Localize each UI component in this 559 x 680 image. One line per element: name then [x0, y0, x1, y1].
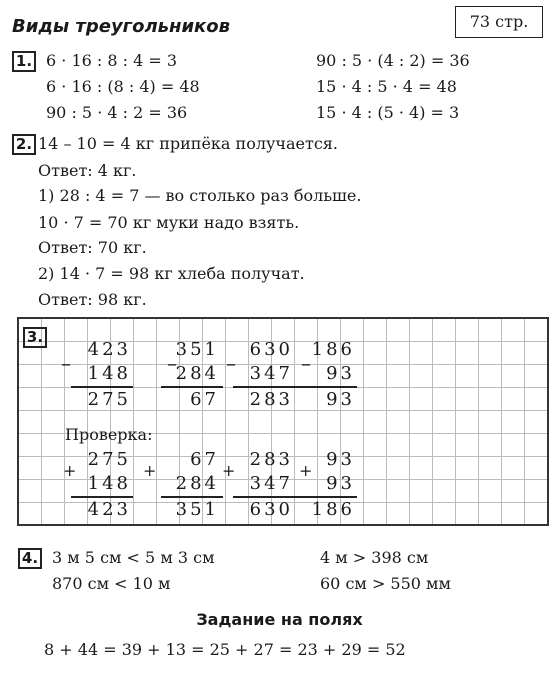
- add-4-line: [295, 496, 357, 498]
- add-4-addend-2: 93: [326, 473, 355, 494]
- minus-sign: –: [301, 351, 311, 375]
- add-2-sum: 351: [175, 499, 219, 520]
- task-2-line-5: Ответ: 70 кг.: [38, 238, 147, 257]
- add-3-line: [233, 496, 295, 498]
- sub-1-line: [71, 386, 133, 388]
- plus-sign: +: [143, 461, 157, 480]
- sub-3-line: [233, 386, 295, 388]
- task-2-number: 2.: [12, 134, 36, 155]
- sub-4-line: [295, 386, 357, 388]
- task-1-left-line-2: 6 · 16 : (8 : 4) = 48: [46, 77, 200, 96]
- add-2-line: [161, 496, 223, 498]
- sub-3-subtrahend: 347: [249, 363, 293, 384]
- plus-sign: +: [222, 461, 236, 480]
- sub-2-result: 67: [190, 389, 219, 410]
- sub-3-result: 283: [249, 389, 293, 410]
- plus-sign: +: [299, 461, 313, 480]
- sub-1-result: 275: [87, 389, 131, 410]
- page-number-box: 73 стр.: [455, 6, 543, 38]
- sub-2-subtrahend: 284: [175, 363, 219, 384]
- add-3-addend-1: 283: [249, 449, 293, 470]
- add-3-addend-2: 347: [249, 473, 293, 494]
- task-4-left-line-2: 870 см < 10 м: [52, 574, 171, 593]
- sub-2-line: [161, 386, 223, 388]
- add-4-sum: 186: [311, 499, 355, 520]
- add-4-addend-1: 93: [326, 449, 355, 470]
- task-4-right-line-2: 60 см > 550 мм: [320, 574, 451, 593]
- add-1-addend-1: 275: [87, 449, 131, 470]
- add-3-sum: 630: [249, 499, 293, 520]
- page-title: Виды треугольников: [12, 16, 231, 37]
- task-4-left-line-1: 3 м 5 см < 5 м 3 см: [52, 548, 215, 567]
- task-1-right-line-1: 90 : 5 · (4 : 2) = 36: [316, 51, 470, 70]
- sub-4-minuend: 186: [311, 339, 355, 360]
- task-3-grid: [17, 317, 549, 526]
- add-1-line: [71, 496, 133, 498]
- sub-1-subtrahend: 148: [87, 363, 131, 384]
- margin-task-equation: 8 + 44 = 39 + 13 = 25 + 27 = 23 + 29 = 52: [44, 640, 406, 659]
- add-1-sum: 423: [87, 499, 131, 520]
- minus-sign: –: [226, 351, 236, 375]
- task-2-line-1: 14 – 10 = 4 кг припёка получается.: [38, 134, 338, 153]
- task-2-line-7: Ответ: 98 кг.: [38, 290, 147, 309]
- task-1-right-line-2: 15 · 4 : 5 · 4 = 48: [316, 77, 457, 96]
- sub-2-minuend: 351: [175, 339, 219, 360]
- task-2-line-3: 1) 28 : 4 = 7 — во столько раз больше.: [38, 186, 362, 205]
- task-3-number: 3.: [23, 327, 47, 348]
- task-1-left-line-1: 6 · 16 : 8 : 4 = 3: [46, 51, 178, 70]
- plus-sign: +: [63, 461, 77, 480]
- sub-4-subtrahend: 93: [326, 363, 355, 384]
- sub-3-minuend: 630: [249, 339, 293, 360]
- task-4-number: 4.: [18, 548, 42, 569]
- sub-1-minuend: 423: [87, 339, 131, 360]
- task-1-left-line-3: 90 : 5 · 4 : 2 = 36: [46, 103, 188, 122]
- task-2-line-6: 2) 14 · 7 = 98 кг хлеба получат.: [38, 264, 305, 283]
- task-1-number: 1.: [12, 51, 36, 72]
- task-1-right-line-3: 15 · 4 : (5 · 4) = 3: [316, 103, 460, 122]
- margin-task-heading: Задание на полях: [196, 610, 363, 629]
- minus-sign: –: [61, 351, 71, 375]
- task-2-line-4: 10 · 7 = 70 кг муки надо взять.: [38, 213, 300, 232]
- task-2-line-2: Ответ: 4 кг.: [38, 161, 137, 180]
- minus-sign: –: [167, 351, 177, 375]
- task-4-right-line-1: 4 м > 398 см: [320, 548, 429, 567]
- check-label: Проверка:: [65, 425, 153, 444]
- add-2-addend-2: 284: [175, 473, 219, 494]
- sub-4-result: 93: [326, 389, 355, 410]
- add-1-addend-2: 148: [87, 473, 131, 494]
- add-2-addend-1: 67: [190, 449, 219, 470]
